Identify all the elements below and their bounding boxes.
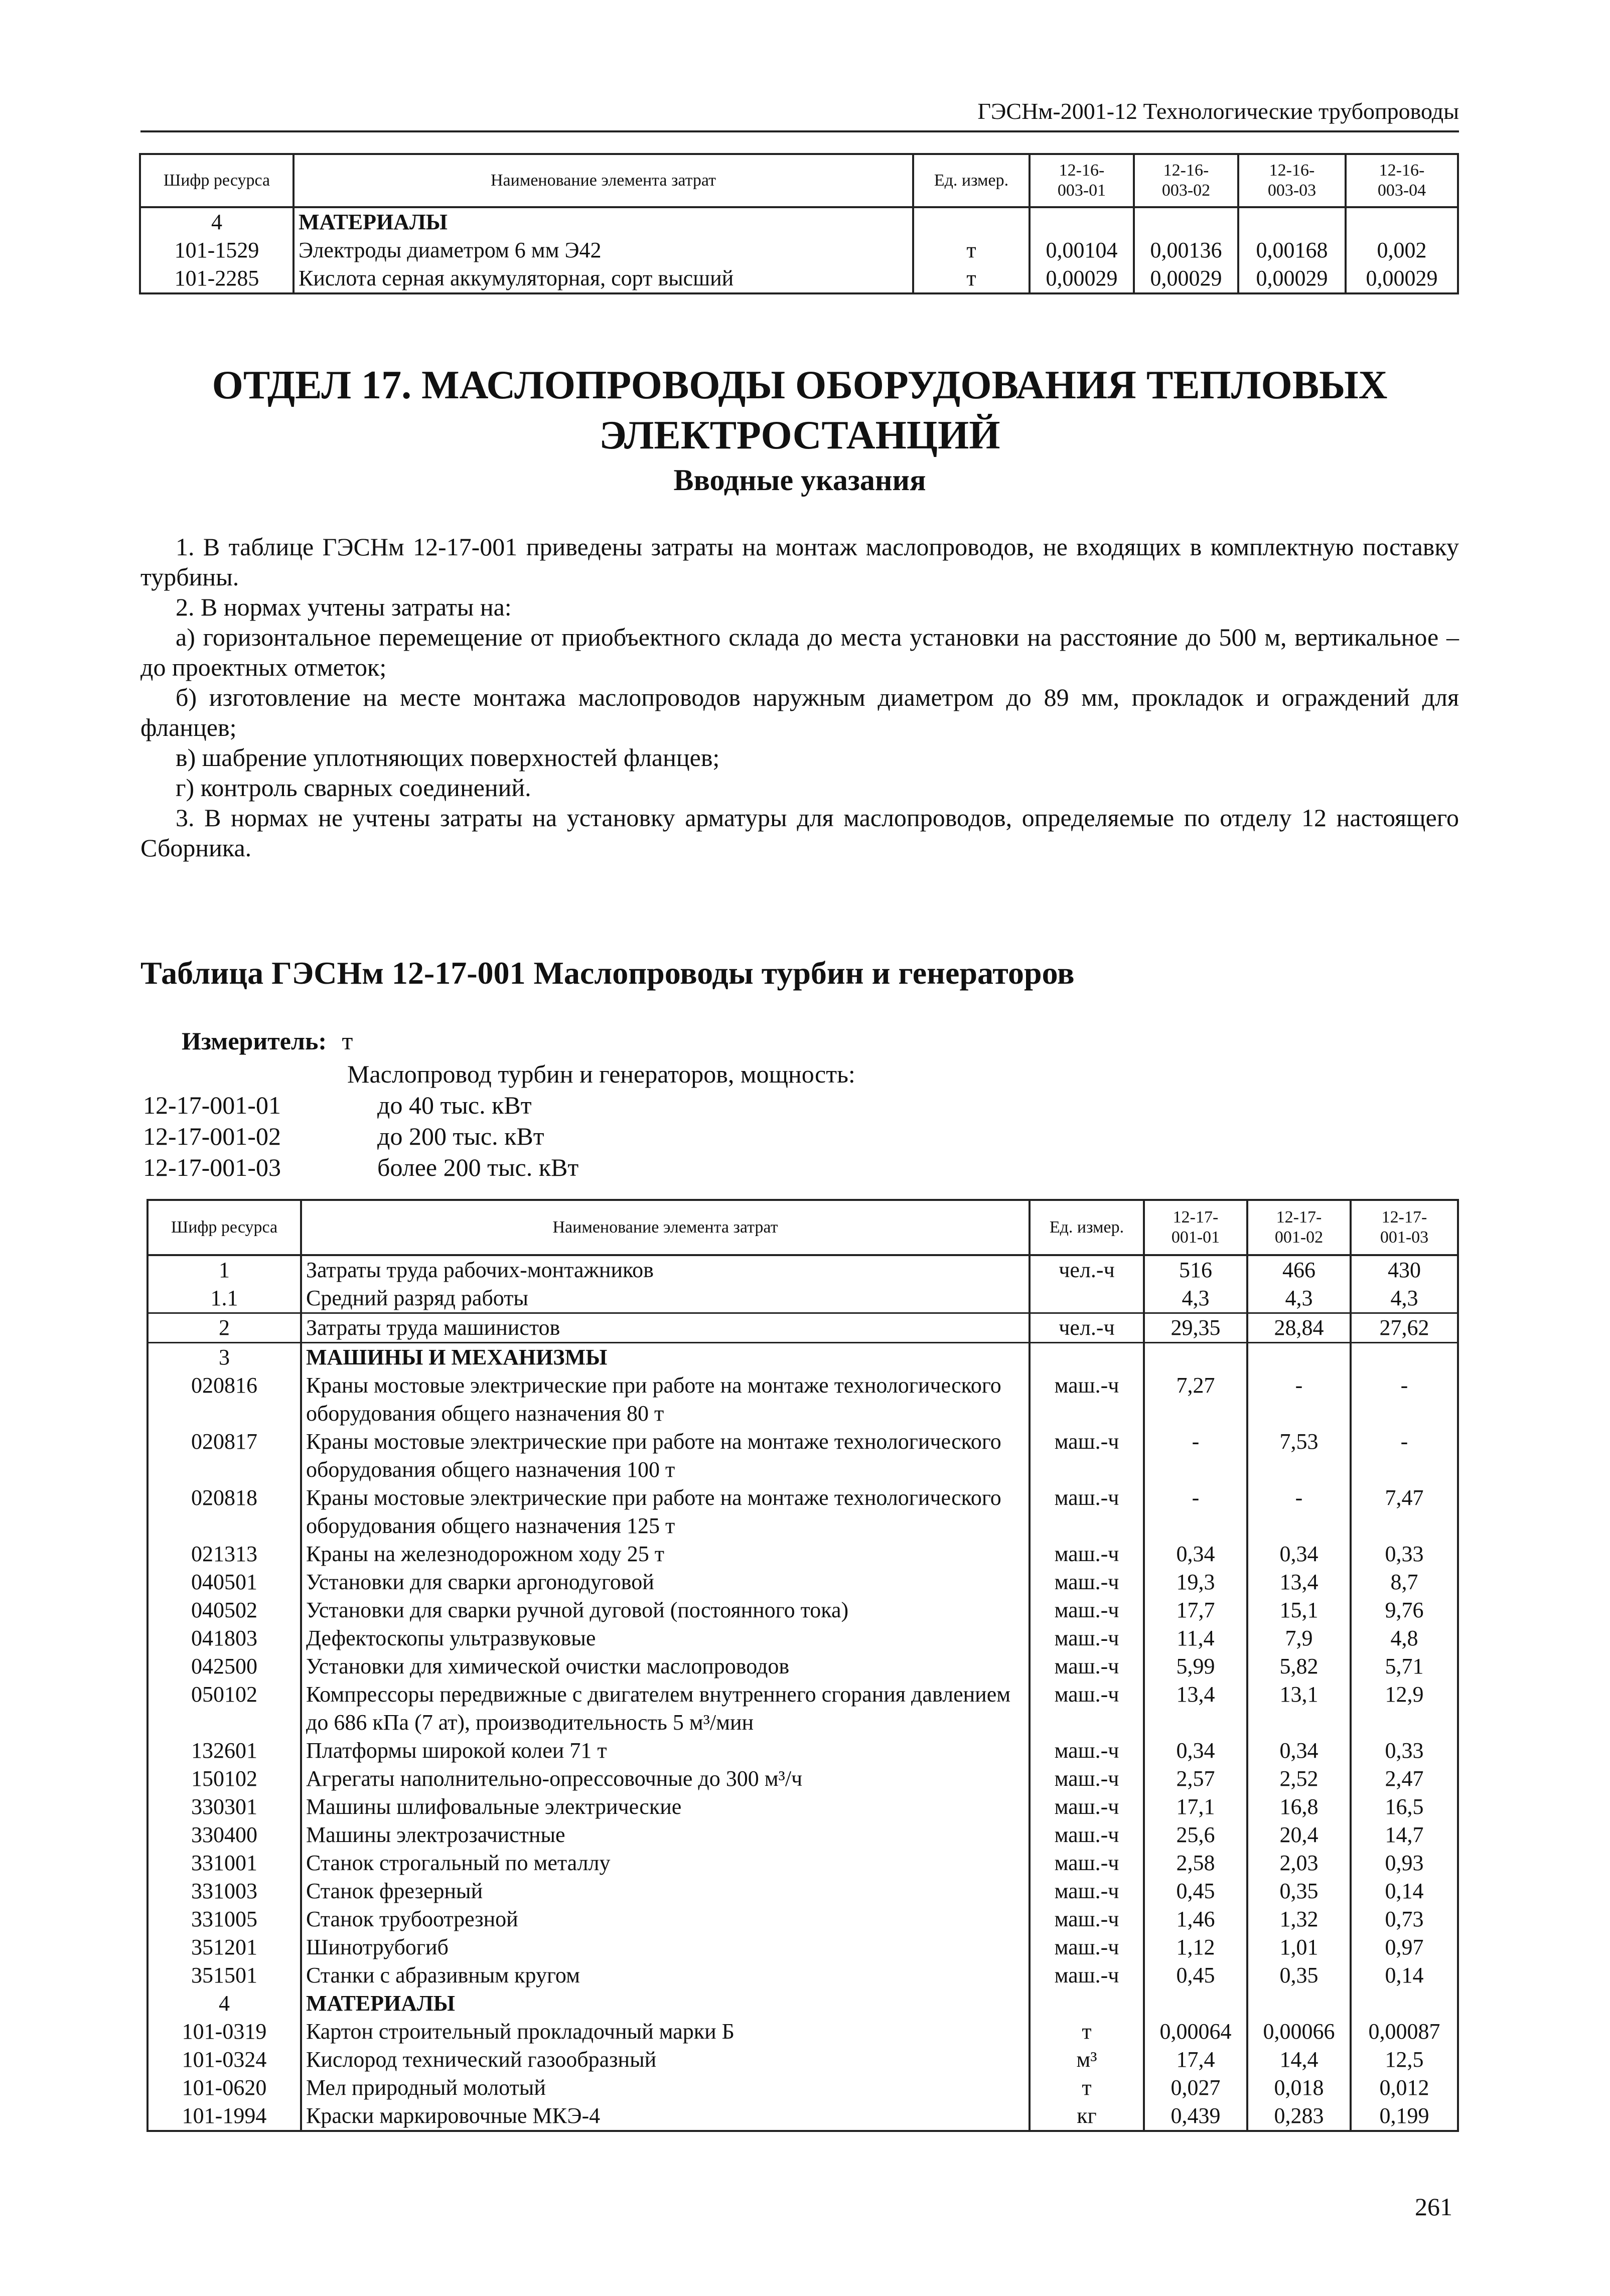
cell-name: Платформы широкой колеи 71 т [301, 1737, 1030, 1765]
cell-unit: маш.-ч [1030, 1371, 1144, 1428]
cell-code: 020816 [148, 1371, 301, 1428]
cell-name: Станок трубоотрезной [301, 1905, 1030, 1933]
cell-value: 20,4 [1247, 1821, 1351, 1849]
cell-value: 28,84 [1247, 1313, 1351, 1343]
cell-code: 150102 [148, 1765, 301, 1793]
cell-value: 0,34 [1247, 1737, 1351, 1765]
meter-unit: т [342, 1027, 353, 1055]
cell-code: 2 [148, 1313, 301, 1343]
cell-value: 4,3 [1247, 1284, 1351, 1313]
cell-unit: маш.-ч [1030, 1540, 1144, 1568]
cell-value: 0,34 [1144, 1540, 1247, 1568]
cell-value: 0,012 [1351, 2074, 1458, 2102]
cell-value: 5,71 [1351, 1652, 1458, 1680]
table-row [148, 2046, 1458, 2074]
cell-value: 5,82 [1247, 1652, 1351, 1680]
cell-name: Шинотрубогиб [301, 1933, 1030, 1961]
table-row [148, 1737, 1458, 1765]
cell-value: 13,1 [1247, 1680, 1351, 1737]
cell-unit: маш.-ч [1030, 1652, 1144, 1680]
column-header-unit: Ед. измер. [1030, 1200, 1144, 1255]
table-row [148, 1484, 1458, 1540]
cell-name: Агрегаты наполнительно-опрессовочные до 300 м³/ч [301, 1765, 1030, 1793]
cell-unit: кг [1030, 2102, 1144, 2131]
cell-value [1030, 207, 1134, 236]
cell-value [1351, 1343, 1458, 1372]
cell-name: Электроды диаметром 6 мм Э42 [294, 236, 913, 264]
cell-value: 4,8 [1351, 1624, 1458, 1652]
cell-value: 0,283 [1247, 2102, 1351, 2131]
meter-label: Измеритель: [182, 1027, 327, 1055]
cell-unit [1030, 1343, 1144, 1372]
cell-unit: маш.-ч [1030, 1821, 1144, 1849]
column-header-norm: 12-17- 001-03 [1351, 1200, 1458, 1255]
cell-value: 4,3 [1351, 1284, 1458, 1313]
cell-name: Затраты труда машинистов [301, 1313, 1030, 1343]
column-header-norm: 12-17- 001-02 [1247, 1200, 1351, 1255]
table-row [148, 1793, 1458, 1821]
cell-value: 15,1 [1247, 1596, 1351, 1624]
table-row [148, 2074, 1458, 2102]
cell-name: Затраты труда рабочих-монтажников [301, 1255, 1030, 1284]
cell-name: Кислота серная аккумуляторная, сорт высший [294, 264, 913, 293]
table-row [148, 1255, 1458, 1284]
cell-unit: маш.-ч [1030, 1877, 1144, 1905]
page-number: 261 [1415, 2193, 1452, 2221]
cell-unit: т [913, 236, 1030, 264]
column-header-code: Шифр ресурса [148, 1200, 301, 1255]
cell-unit: т [1030, 2018, 1144, 2046]
cell-value: 0,00168 [1238, 236, 1346, 264]
cell-value: 17,4 [1144, 2046, 1247, 2074]
cell-value: 0,45 [1144, 1961, 1247, 1989]
cell-value [1247, 1343, 1351, 1372]
meter-code-text: до 200 тыс. кВт [377, 1122, 544, 1150]
cell-value: 4,3 [1144, 1284, 1247, 1313]
table-row [148, 2018, 1458, 2046]
cell-name: Станки с абразивным кругом [301, 1961, 1030, 1989]
intro-paragraph: в) шабрение уплотняющих поверхностей фланцев; [176, 743, 720, 772]
cell-value: 9,76 [1351, 1596, 1458, 1624]
cell-value: 2,57 [1144, 1765, 1247, 1793]
cell-value: 0,00104 [1030, 236, 1134, 264]
table-row [148, 1905, 1458, 1933]
column-header-norm: 12-16- 003-01 [1030, 154, 1134, 207]
cell-value: 19,3 [1144, 1568, 1247, 1596]
cell-value: 0,33 [1351, 1737, 1458, 1765]
intro-paragraph: 2. В нормах учтены затраты на: [176, 593, 512, 621]
table-row [148, 1849, 1458, 1877]
cell-code: 4 [148, 1989, 301, 2018]
resource-table-12-17-001 [147, 1199, 1459, 2132]
cell-name: Кислород технический газообразный [301, 2046, 1030, 2074]
cell-value: 0,97 [1351, 1933, 1458, 1961]
intro-paragraph: 3. В нормах не учтены затраты на установку арматуры для маслопроводов, определяемые по отделу 12 настоящего Сборника. [140, 804, 1459, 862]
cell-value [1351, 1989, 1458, 2018]
column-header-norm: 12-16- 003-02 [1134, 154, 1238, 207]
cell-value: 0,00066 [1247, 2018, 1351, 2046]
cell-value: - [1247, 1371, 1351, 1428]
cell-code: 101-2285 [140, 264, 294, 293]
table-header-row [140, 154, 1458, 207]
intro-paragraph: б) изготовление на месте монтажа маслопроводов наружным диаметром до 89 мм, прокладок и ограждений для фланцев; [140, 683, 1459, 741]
table-row [148, 1428, 1458, 1484]
cell-value: 0,35 [1247, 1961, 1351, 1989]
table-header-row [148, 1200, 1458, 1255]
cell-name: Станок строгальный по металлу [301, 1849, 1030, 1877]
cell-value: 29,35 [1144, 1313, 1247, 1343]
cell-value: 1,12 [1144, 1933, 1247, 1961]
cell-value: 0,34 [1247, 1540, 1351, 1568]
table-row [140, 207, 1458, 236]
table-row [148, 1371, 1458, 1428]
cell-value: 5,99 [1144, 1652, 1247, 1680]
table-body [140, 207, 1458, 293]
cell-value: 430 [1351, 1255, 1458, 1284]
cell-name: Установки для сварки аргонодуговой [301, 1568, 1030, 1596]
cell-code: 040502 [148, 1596, 301, 1624]
table-row [148, 1652, 1458, 1680]
cell-code: 101-1994 [148, 2102, 301, 2131]
cell-value: 0,93 [1351, 1849, 1458, 1877]
cell-value: 2,03 [1247, 1849, 1351, 1877]
cell-unit: маш.-ч [1030, 1596, 1144, 1624]
cell-value [1144, 1989, 1247, 2018]
cell-unit: маш.-ч [1030, 1737, 1144, 1765]
cell-code: 351501 [148, 1961, 301, 1989]
cell-name: Установки для сварки ручной дуговой (постоянного тока) [301, 1596, 1030, 1624]
table-row [148, 1343, 1458, 1372]
cell-name: Краны мостовые электрические при работе на монтаже технологического оборудования общего назначения 80 т [301, 1371, 1030, 1428]
cell-value: 0,00064 [1144, 2018, 1247, 2046]
cell-name: Установки для химической очистки маслопроводов [301, 1652, 1030, 1680]
cell-unit: чел.-ч [1030, 1255, 1144, 1284]
cell-name: Краны на железнодорожном ходу 25 т [301, 1540, 1030, 1568]
cell-name: Мел природный молотый [301, 2074, 1030, 2102]
column-header-code: Шифр ресурса [140, 154, 294, 207]
cell-value: 0,027 [1144, 2074, 1247, 2102]
cell-unit [913, 207, 1030, 236]
column-header-norm: 12-16- 003-03 [1238, 154, 1346, 207]
cell-value: 7,27 [1144, 1371, 1247, 1428]
cell-unit [1030, 1284, 1144, 1313]
cell-unit: маш.-ч [1030, 1484, 1144, 1540]
cell-unit: маш.-ч [1030, 1428, 1144, 1484]
column-header-norm: 12-16- 003-04 [1346, 154, 1458, 207]
cell-unit: маш.-ч [1030, 1680, 1144, 1737]
cell-code: 020818 [148, 1484, 301, 1540]
cell-value: - [1351, 1428, 1458, 1484]
table-row [148, 1877, 1458, 1905]
cell-value: - [1144, 1484, 1247, 1540]
table-body [148, 1255, 1458, 2131]
cell-unit [1030, 1989, 1144, 2018]
table-row [148, 1568, 1458, 1596]
cell-value: 8,7 [1351, 1568, 1458, 1596]
cell-value: 13,4 [1144, 1680, 1247, 1737]
column-header-unit: Ед. измер. [913, 154, 1030, 207]
meter-description: Маслопровод турбин и генераторов, мощность: [347, 1060, 855, 1088]
cell-code: 1 [148, 1255, 301, 1284]
table-row [148, 1313, 1458, 1343]
cell-value: 7,53 [1247, 1428, 1351, 1484]
table-row [148, 1596, 1458, 1624]
cell-code: 3 [148, 1343, 301, 1372]
table-row [148, 2102, 1458, 2131]
meter-code: 12-17-001-02 [143, 1122, 281, 1150]
table-row [140, 236, 1458, 264]
cell-value: 0,73 [1351, 1905, 1458, 1933]
cell-code: 331003 [148, 1877, 301, 1905]
meter-code-text: до 40 тыс. кВт [377, 1091, 532, 1119]
cell-code: 331001 [148, 1849, 301, 1877]
cell-value: 0,00029 [1238, 264, 1346, 293]
cell-code: 021313 [148, 1540, 301, 1568]
cell-unit: т [1030, 2074, 1144, 2102]
header-title: ГЭСНм-2001-12 Технологические трубопроводы [977, 98, 1459, 124]
cell-code: 101-0319 [148, 2018, 301, 2046]
column-header-name: Наименование элемента затрат [301, 1200, 1030, 1255]
cell-value: 7,47 [1351, 1484, 1458, 1540]
cell-name: Компрессоры передвижные с двигателем внутреннего сгорания давлением до 686 кПа (7 ат), производительность 5 м³/мин [301, 1680, 1030, 1737]
cell-unit: маш.-ч [1030, 1933, 1144, 1961]
cell-value: 0,45 [1144, 1877, 1247, 1905]
resource-table-12-16-003 [139, 153, 1459, 294]
cell-code: 351201 [148, 1933, 301, 1961]
cell-name: Машины шлифовальные электрические [301, 1793, 1030, 1821]
cell-unit: маш.-ч [1030, 1961, 1144, 1989]
intro-paragraph: г) контроль сварных соединений. [176, 774, 531, 802]
cell-value: - [1351, 1371, 1458, 1428]
cell-value [1134, 207, 1238, 236]
cell-name: МАШИНЫ И МЕХАНИЗМЫ [301, 1343, 1030, 1372]
cell-value: 0,00029 [1134, 264, 1238, 293]
cell-value: 1,46 [1144, 1905, 1247, 1933]
cell-unit: т [913, 264, 1030, 293]
section-title: ОТДЕЛ 17. МАСЛОПРОВОДЫ ОБОРУДОВАНИЯ ТЕПЛОВЫХ ЭЛЕКТРОСТАНЦИЙ [212, 363, 1388, 457]
cell-value: 0,00029 [1346, 264, 1458, 293]
intro-text [140, 532, 1459, 863]
cell-value: 0,199 [1351, 2102, 1458, 2131]
table-title: Таблица ГЭСНм 12-17-001 Маслопроводы турбин и генераторов [140, 955, 1075, 991]
cell-value: - [1247, 1484, 1351, 1540]
cell-name: Картон строительный прокладочный марки Б [301, 2018, 1030, 2046]
cell-value: 0,33 [1351, 1540, 1458, 1568]
cell-name: Станок фрезерный [301, 1877, 1030, 1905]
table-row [148, 1821, 1458, 1849]
cell-unit: маш.-ч [1030, 1568, 1144, 1596]
column-header-norm: 12-17- 001-01 [1144, 1200, 1247, 1255]
cell-code: 4 [140, 207, 294, 236]
cell-value: 25,6 [1144, 1821, 1247, 1849]
cell-value: 17,7 [1144, 1596, 1247, 1624]
page-header [140, 96, 1459, 132]
cell-name: Краски маркировочные МКЭ-4 [301, 2102, 1030, 2131]
cell-value: 16,5 [1351, 1793, 1458, 1821]
cell-code: 331005 [148, 1905, 301, 1933]
cell-unit: маш.-ч [1030, 1765, 1144, 1793]
cell-unit: маш.-ч [1030, 1624, 1144, 1652]
cell-value [1247, 1989, 1351, 2018]
cell-value: 0,002 [1346, 236, 1458, 264]
cell-code: 042500 [148, 1652, 301, 1680]
meter-code: 12-17-001-01 [143, 1091, 281, 1119]
cell-value: 17,1 [1144, 1793, 1247, 1821]
cell-code: 330400 [148, 1821, 301, 1849]
cell-value: 2,58 [1144, 1849, 1247, 1877]
cell-unit: м³ [1030, 2046, 1144, 2074]
cell-value: 0,34 [1144, 1737, 1247, 1765]
cell-value: 12,9 [1351, 1680, 1458, 1737]
table-row [148, 1624, 1458, 1652]
cell-code: 101-1529 [140, 236, 294, 264]
table-row [148, 1540, 1458, 1568]
cell-code: 101-0620 [148, 2074, 301, 2102]
table-row [148, 1989, 1458, 2018]
cell-value: 16,8 [1247, 1793, 1351, 1821]
cell-code: 132601 [148, 1737, 301, 1765]
cell-unit: маш.-ч [1030, 1793, 1144, 1821]
column-header-name: Наименование элемента затрат [294, 154, 913, 207]
meter-code-text: более 200 тыс. кВт [377, 1153, 579, 1181]
cell-value: 0,35 [1247, 1877, 1351, 1905]
cell-value: 1,01 [1247, 1933, 1351, 1961]
cell-code: 050102 [148, 1680, 301, 1737]
intro-paragraph: 1. В таблице ГЭСНм 12-17-001 приведены затраты на монтаж маслопроводов, не входящих в комплектную поставку турбины. [140, 533, 1459, 591]
table-row [148, 1961, 1458, 1989]
cell-code: 1.1 [148, 1284, 301, 1313]
cell-value: 0,439 [1144, 2102, 1247, 2131]
cell-value: 0,00029 [1030, 264, 1134, 293]
cell-value [1346, 207, 1458, 236]
cell-code: 041803 [148, 1624, 301, 1652]
cell-unit: чел.-ч [1030, 1313, 1144, 1343]
cell-name: МАТЕРИАЛЫ [294, 207, 913, 236]
cell-value [1238, 207, 1346, 236]
cell-value: - [1144, 1428, 1247, 1484]
section-subtitle: Вводные указания [673, 464, 926, 497]
cell-value: 516 [1144, 1255, 1247, 1284]
cell-code: 330301 [148, 1793, 301, 1821]
cell-name: Краны мостовые электрические при работе на монтаже технологического оборудования общего назначения 100 т [301, 1428, 1030, 1484]
cell-value: 14,7 [1351, 1821, 1458, 1849]
cell-value: 0,14 [1351, 1877, 1458, 1905]
cell-name: Средний разряд работы [301, 1284, 1030, 1313]
cell-code: 101-0324 [148, 2046, 301, 2074]
cell-name: Дефектоскопы ультразвуковые [301, 1624, 1030, 1652]
cell-name: МАТЕРИАЛЫ [301, 1989, 1030, 2018]
cell-value: 27,62 [1351, 1313, 1458, 1343]
table-row [148, 1933, 1458, 1961]
cell-value: 2,47 [1351, 1765, 1458, 1793]
intro-paragraph: а) горизонтальное перемещение от приобъектного склада до места установки на расстояние до 500 м, вертикальное – до проектных отметок; [140, 623, 1459, 681]
cell-value: 2,52 [1247, 1765, 1351, 1793]
cell-code: 020817 [148, 1428, 301, 1484]
cell-code: 040501 [148, 1568, 301, 1596]
cell-value: 12,5 [1351, 2046, 1458, 2074]
cell-value: 1,32 [1247, 1905, 1351, 1933]
cell-value: 13,4 [1247, 1568, 1351, 1596]
cell-value: 0,14 [1351, 1961, 1458, 1989]
cell-unit: маш.-ч [1030, 1849, 1144, 1877]
cell-value: 7,9 [1247, 1624, 1351, 1652]
cell-value: 0,00087 [1351, 2018, 1458, 2046]
cell-unit: маш.-ч [1030, 1905, 1144, 1933]
table-row [148, 1680, 1458, 1737]
cell-name: Машины электрозачистные [301, 1821, 1030, 1849]
cell-name: Краны мостовые электрические при работе на монтаже технологического оборудования общего назначения 125 т [301, 1484, 1030, 1540]
cell-value: 14,4 [1247, 2046, 1351, 2074]
meter-line [182, 1025, 353, 1056]
cell-value [1144, 1343, 1247, 1372]
table-row [148, 1284, 1458, 1313]
cell-value: 466 [1247, 1255, 1351, 1284]
cell-value: 0,018 [1247, 2074, 1351, 2102]
cell-value: 11,4 [1144, 1624, 1247, 1652]
table-row [148, 1765, 1458, 1793]
meter-code: 12-17-001-03 [143, 1153, 281, 1181]
table-row [140, 264, 1458, 293]
cell-value: 0,00136 [1134, 236, 1238, 264]
